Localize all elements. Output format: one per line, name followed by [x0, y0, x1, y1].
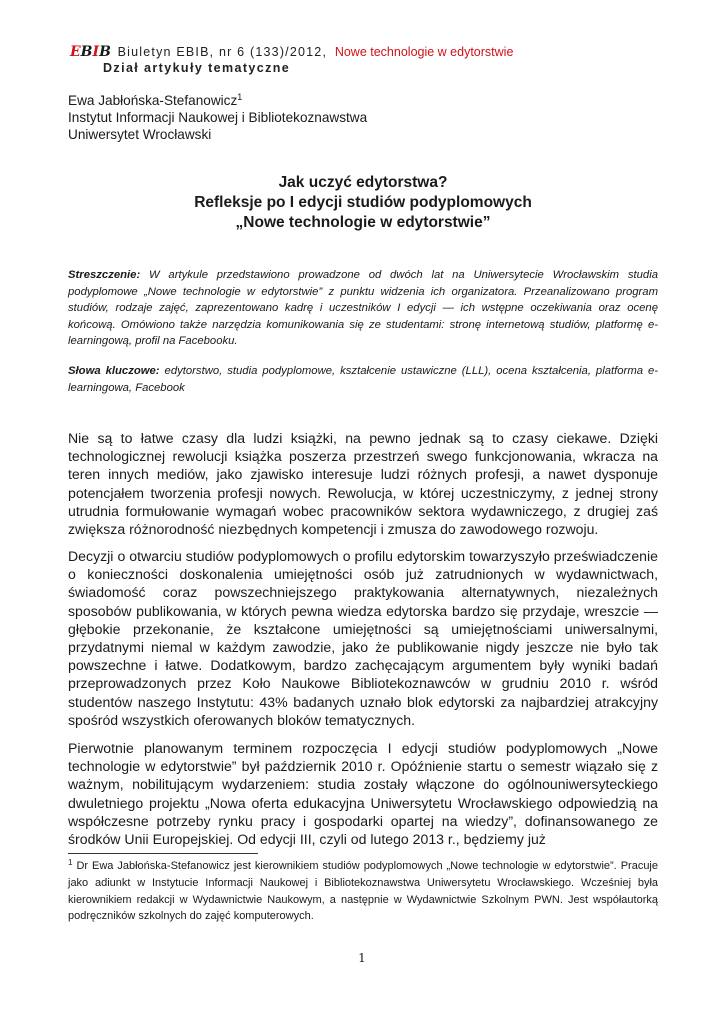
footnote-mark: 1 [68, 858, 73, 867]
article-title [68, 173, 658, 233]
page-number: 1 [358, 951, 366, 965]
journal-issue: Biuletyn EBIB, nr 6 (133)/2012, [117, 45, 328, 59]
footnote-divider [68, 853, 258, 854]
title-line-3: „Nowe technologie w edytorstwie” [235, 214, 491, 231]
keywords-text: edytorstwo, studia podyplomowe, kształcenie ustawiczne (LLL), ocena kształcenia, platforma e-learningowa, Facebook [68, 365, 658, 394]
footnote-text: Dr Ewa Jabłońska-Stefanowicz jest kierownikiem studiów podyplomowych „Nowe technologie w edytorstwie”. Pracuje jako adiunkt w Instytucie Informacji Naukowej i Bibliotekoznawstwa Uniwersytetu Wrocławskiego. Wcześniej była kierownikiem redakcji w Wydawnictwie Naukowym, a następnie w Wydawnictwie Szkolnym PWN. Jest współautorką podręczników szkolnych do zajęć komputerowych. [68, 860, 658, 923]
keywords-label: Słowa kluczowe: [68, 365, 160, 377]
body-paragraph-3: Pierwotnie planowanym terminem rozpoczęcia I edycji studiów podyplomowych „Nowe technologie w edytorstwie” był październik 2010 r. Opóźnienie startu o semestr wiązało się z ważnym, nobilitującym wydarzeniem: studia zostały włączone do ogólnouniwersyteckiego dwuletniego projektu „Nowa oferta edukacyjna Uniwersytetu Wrocławskiego odpowiedzią na współczesne potrzeby rynku pracy i gospodarki opartej na wiedzy”, dofinansowanego ze środków Unii Europejskiej. Od edycji III, czyli od lutego 2013 r., będziemy już [68, 740, 658, 848]
section-label: Dział artykuły tematyczne [103, 61, 291, 75]
body-paragraph-1: Nie są to łatwe czasy dla ludzi książki, na pewno jednak są to czasy ciekawe. Dzięki technologicznej rewolucji książka poszerza przestrzeń swego funkcjonowania, wkracza na teren innych mediów, jako zjawisko interesuje ludzi różnych profesji, a nawet dysponuje potencjałem tworzenia profesji nowych. Rewolucja, w której uczestniczymy, z jednej strony utrudnia formułowanie wymagań wobec pracowników sektora wydawniczego, z drugiej zaś zwiększa różnorodność niezbędnych kompetencji i zmusza do zawodowego rozwoju. [68, 430, 658, 538]
journal-header [70, 44, 513, 60]
title-line-1: Jak uczyć edytorstwa? [278, 174, 448, 191]
keywords [68, 363, 658, 396]
title-line-2: Refleksje po I edycji studiów podyplomowych [194, 194, 532, 211]
issue-title: Nowe technologie w edytorstwie [334, 45, 514, 59]
author-university: Uniwersytet Wrocławski [68, 127, 212, 142]
footnote-ref[interactable]: 1 [237, 92, 243, 102]
abstract-text: W artykule przedstawiono prowadzone od dwóch lat na Uniwersytecie Wrocławskim studia podyplomowe „Nowe technologie w edytorstwie” z punktu widzenia ich organizatora. Przeanalizowano program studiów, rodzaje zajęć, zaprezentowano kadrę i uczestników I edycji — ich wstępne oczekiwania oraz ocenę końcową. Omówiono także narzędzia komunikowania się ze studentami: stronę internetową studiów, platformę e-learningową, profil na Facebooku. [68, 269, 659, 348]
author-block [68, 92, 367, 143]
ebib-logo: EBIB [70, 44, 111, 60]
author-name: Ewa Jabłońska-Stefanowicz [68, 93, 238, 108]
abstract [68, 267, 658, 350]
abstract-label: Streszczenie: [68, 269, 141, 281]
body-paragraph-2: Decyzji o otwarciu studiów podyplomowych o profilu edytorskim towarzyszyło przeświadczenie o konieczności doskonalenia umiejętności osób już zatrudnionych w wydawnictwach, świadomość coraz powszechniejszego praktykowania alternatywnych, niezależnych sposobów publikowania, w których pewna wiedza edytorska bardzo się przydaje, wreszcie — głębokie przekonanie, że kształcone umiejętności są umiejętnościami uniwersalnymi, przydatnymi niemal w każdym zawodzie, jako że publikowanie nigdy jeszcze nie było tak powszechne i łatwe. Dodatkowym, bardzo zachęcającym argumentem były wyniki badań przeprowadzonych przez Koło Naukowe Bibliotekoznawców w grudniu 2010 r. wśród studentów naszego Instytutu: 43% badanych uznało blok edytorski za najbardziej atrakcyjny spośród wszystkich oferowanych bloków tematycznych. [68, 548, 658, 728]
author-institute: Instytut Informacji Naukowej i Bibliotekoznawstwa [68, 110, 368, 125]
footnote [68, 858, 658, 925]
author-name-line [68, 92, 367, 109]
